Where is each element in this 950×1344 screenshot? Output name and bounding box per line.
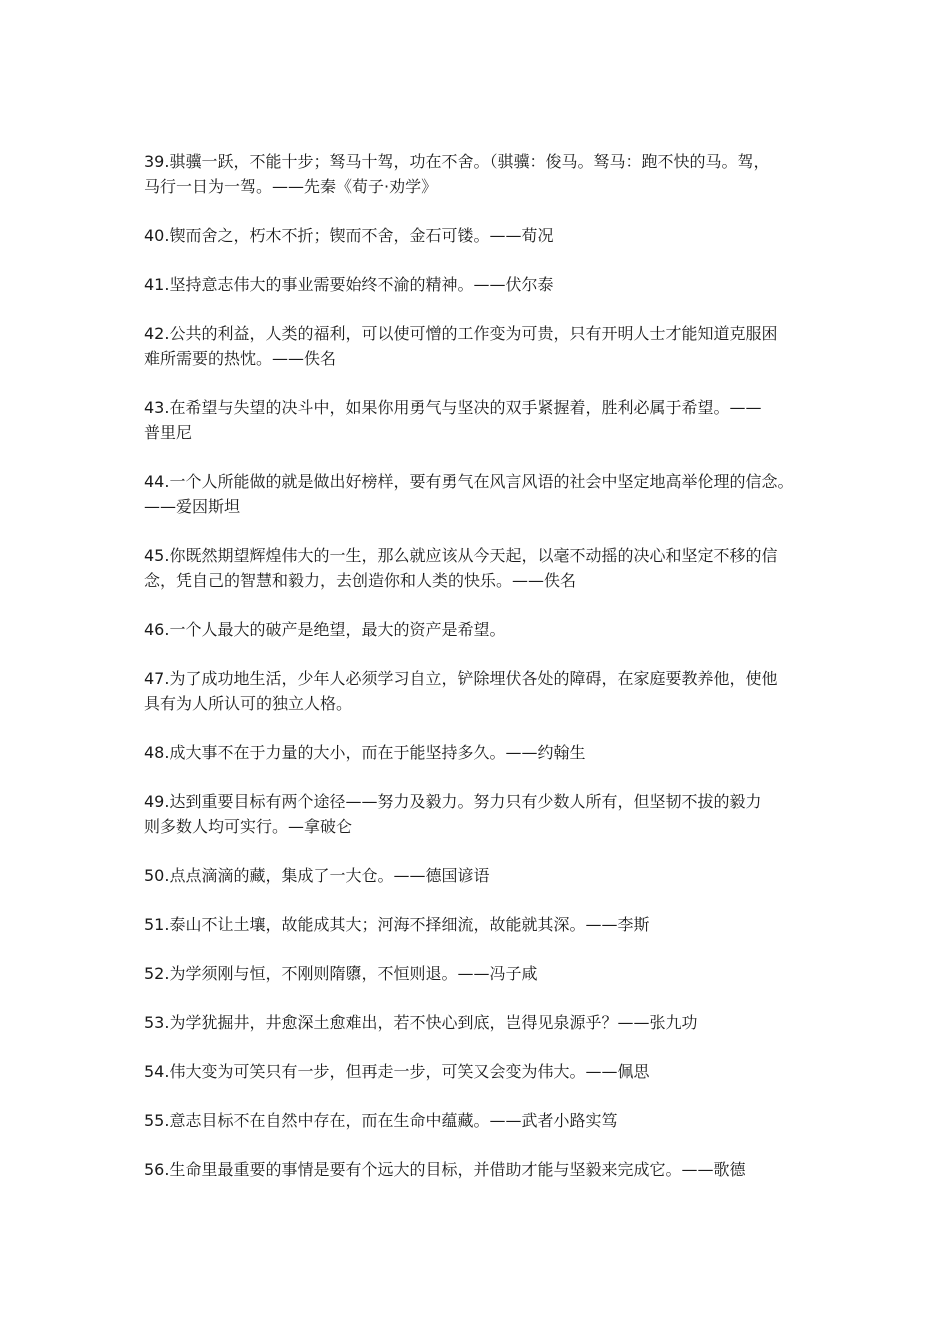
quote-39: 39.骐骥一跃，不能十步；驽马十驾，功在不舍。（骐骥：俊马。驽马：跑不快的马。驾， 马行一日为一驾。——先秦《荀子·劝学》 xyxy=(144,152,770,196)
quote-43: 43.在希望与失望的决斗中，如果你用勇气与坚决的双手紧握着，胜利必属于希望。—— 普里尼 xyxy=(144,398,762,442)
quote-53: 53.为学犹掘井，井愈深土愈难出，若不快心到底，岂得见泉源乎？——张九功 xyxy=(144,1013,698,1032)
quote-45: 45.你既然期望辉煌伟大的一生，那么就应该从今天起，以毫不动摇的决心和坚定不移的信 念，凭自己的智慧和毅力，去创造你和人类的快乐。——佚名 xyxy=(144,546,778,590)
quote-55: 55.意志目标不在自然中存在，而在生命中蕴藏。——武者小路实笃 xyxy=(144,1111,618,1130)
quote-40: 40.锲而舍之，朽木不折；锲而不舍，金石可镂。——荀况 xyxy=(144,226,554,245)
quote-52: 52.为学须刚与恒，不刚则隋隳，不恒则退。——冯子咸 xyxy=(144,964,538,983)
quote-47: 47.为了成功地生活，少年人必须学习自立，铲除埋伏各处的障碍，在家庭要教养他，使他 具有为人所认可的独立人格。 xyxy=(144,669,778,713)
quote-50: 50.点点滴滴的藏，集成了一大仓。——德国谚语 xyxy=(144,866,490,885)
quote-list xyxy=(144,149,816,1206)
quote-41: 41.坚持意志伟大的事业需要始终不渝的精神。——伏尔泰 xyxy=(144,275,554,294)
quote-54: 54.伟大变为可笑只有一步，但再走一步，可笑又会变为伟大。——佩思 xyxy=(144,1062,650,1081)
quote-48: 48.成大事不在于力量的大小，而在于能坚持多久。——约翰生 xyxy=(144,743,586,762)
quote-49: 49.达到重要目标有两个途径——努力及毅力。努力只有少数人所有，但坚韧不拔的毅力 则多数人均可实行。—拿破仑 xyxy=(144,792,762,836)
quote-51: 51.泰山不让土壤，故能成其大；河海不择细流，故能就其深。——李斯 xyxy=(144,915,650,934)
quote-46: 46.一个人最大的破产是绝望，最大的资产是希望。 xyxy=(144,620,506,639)
quote-42: 42.公共的利益，人类的福利，可以使可憎的工作变为可贵，只有开明人士才能知道克服困 难所需要的热忱。——佚名 xyxy=(144,324,778,368)
quote-56: 56.生命里最重要的事情是要有个远大的目标，并借助才能与坚毅来完成它。——歌德 xyxy=(144,1160,746,1179)
quote-44: 44.一个人所能做的就是做出好榜样，要有勇气在风言风语的社会中坚定地高举伦理的信念。 ——爱因斯坦 xyxy=(144,472,794,516)
